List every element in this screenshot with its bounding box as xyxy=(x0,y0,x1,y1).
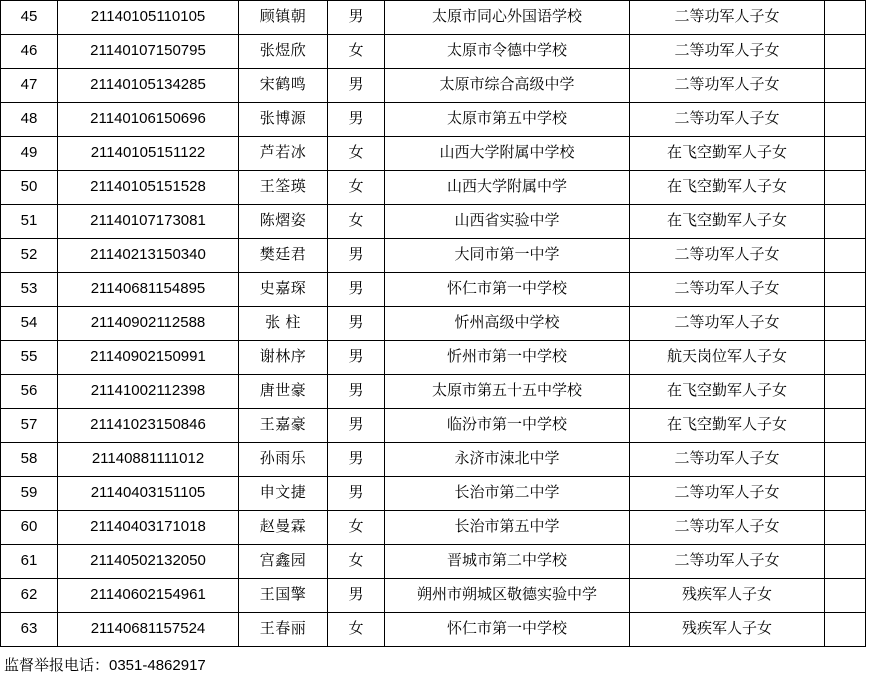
cell-index: 46 xyxy=(1,35,58,69)
cell-name: 张 柱 xyxy=(239,307,328,341)
cell-category: 在飞空勤军人子女 xyxy=(630,137,825,171)
cell-name: 唐世豪 xyxy=(239,375,328,409)
cell-category: 二等功军人子女 xyxy=(630,273,825,307)
cell-index: 62 xyxy=(1,579,58,613)
table-row xyxy=(1,239,866,273)
cell-blank xyxy=(825,273,866,307)
roster-table-body xyxy=(1,1,866,647)
cell-id: 21141023150846 xyxy=(58,409,239,443)
cell-category: 二等功军人子女 xyxy=(630,239,825,273)
table-row xyxy=(1,341,866,375)
table-row xyxy=(1,613,866,647)
cell-category: 在飞空勤军人子女 xyxy=(630,205,825,239)
cell-name: 谢林序 xyxy=(239,341,328,375)
cell-gender: 女 xyxy=(328,511,385,545)
cell-blank xyxy=(825,137,866,171)
cell-blank xyxy=(825,409,866,443)
cell-school: 临汾市第一中学校 xyxy=(385,409,630,443)
cell-index: 55 xyxy=(1,341,58,375)
table-row xyxy=(1,137,866,171)
cell-school: 晋城市第二中学校 xyxy=(385,545,630,579)
cell-gender: 男 xyxy=(328,103,385,137)
cell-gender: 男 xyxy=(328,409,385,443)
table-row xyxy=(1,103,866,137)
cell-gender: 男 xyxy=(328,579,385,613)
cell-id: 21140902112588 xyxy=(58,307,239,341)
cell-index: 57 xyxy=(1,409,58,443)
cell-school: 大同市第一中学 xyxy=(385,239,630,273)
cell-name: 顾镇朝 xyxy=(239,1,328,35)
cell-gender: 男 xyxy=(328,375,385,409)
cell-blank xyxy=(825,307,866,341)
cell-blank xyxy=(825,443,866,477)
table-row xyxy=(1,443,866,477)
cell-name: 申文捷 xyxy=(239,477,328,511)
cell-id: 21140107150795 xyxy=(58,35,239,69)
cell-blank xyxy=(825,579,866,613)
cell-gender: 女 xyxy=(328,171,385,205)
cell-school: 太原市同心外国语学校 xyxy=(385,1,630,35)
cell-id: 21140213150340 xyxy=(58,239,239,273)
table-row xyxy=(1,545,866,579)
cell-index: 61 xyxy=(1,545,58,579)
cell-id: 21140105151122 xyxy=(58,137,239,171)
cell-category: 残疾军人子女 xyxy=(630,613,825,647)
table-row xyxy=(1,511,866,545)
table-row xyxy=(1,477,866,511)
cell-school: 太原市第五中学校 xyxy=(385,103,630,137)
cell-gender: 男 xyxy=(328,1,385,35)
cell-index: 48 xyxy=(1,103,58,137)
cell-school: 永济市涑北中学 xyxy=(385,443,630,477)
supervision-hotline-note: 监督举报电话：0351-4862917 xyxy=(4,657,206,674)
cell-school: 山西大学附属中学 xyxy=(385,171,630,205)
cell-gender: 女 xyxy=(328,545,385,579)
cell-id: 21140106150696 xyxy=(58,103,239,137)
cell-index: 53 xyxy=(1,273,58,307)
cell-id: 21140502132050 xyxy=(58,545,239,579)
cell-id: 21140881111012 xyxy=(58,443,239,477)
cell-blank xyxy=(825,103,866,137)
cell-gender: 男 xyxy=(328,477,385,511)
cell-school: 太原市令德中学校 xyxy=(385,35,630,69)
table-row xyxy=(1,409,866,443)
cell-school: 山西省实验中学 xyxy=(385,205,630,239)
table-row xyxy=(1,35,866,69)
cell-index: 51 xyxy=(1,205,58,239)
cell-id: 21140681154895 xyxy=(58,273,239,307)
table-row xyxy=(1,1,866,35)
cell-id: 21140107173081 xyxy=(58,205,239,239)
cell-id: 21140403171018 xyxy=(58,511,239,545)
cell-name: 王嘉豪 xyxy=(239,409,328,443)
cell-category: 二等功军人子女 xyxy=(630,103,825,137)
cell-school: 山西大学附属中学校 xyxy=(385,137,630,171)
cell-blank xyxy=(825,205,866,239)
cell-name: 王春丽 xyxy=(239,613,328,647)
cell-id: 21140403151105 xyxy=(58,477,239,511)
cell-name: 芦若冰 xyxy=(239,137,328,171)
cell-name: 史嘉琛 xyxy=(239,273,328,307)
cell-blank xyxy=(825,1,866,35)
cell-index: 49 xyxy=(1,137,58,171)
cell-index: 59 xyxy=(1,477,58,511)
cell-category: 在飞空勤军人子女 xyxy=(630,171,825,205)
cell-school: 忻州高级中学校 xyxy=(385,307,630,341)
cell-gender: 女 xyxy=(328,205,385,239)
cell-index: 60 xyxy=(1,511,58,545)
cell-category: 二等功军人子女 xyxy=(630,477,825,511)
cell-name: 赵曼霖 xyxy=(239,511,328,545)
cell-blank xyxy=(825,239,866,273)
cell-index: 52 xyxy=(1,239,58,273)
cell-blank xyxy=(825,69,866,103)
cell-school: 长治市第五中学 xyxy=(385,511,630,545)
cell-id: 21140602154961 xyxy=(58,579,239,613)
cell-blank xyxy=(825,613,866,647)
cell-id: 21140105110105 xyxy=(58,1,239,35)
cell-index: 54 xyxy=(1,307,58,341)
cell-index: 56 xyxy=(1,375,58,409)
cell-name: 王筌瑛 xyxy=(239,171,328,205)
cell-gender: 女 xyxy=(328,613,385,647)
cell-blank xyxy=(825,511,866,545)
cell-name: 樊廷君 xyxy=(239,239,328,273)
cell-name: 陈熠姿 xyxy=(239,205,328,239)
cell-category: 二等功军人子女 xyxy=(630,35,825,69)
cell-school: 太原市综合高级中学 xyxy=(385,69,630,103)
cell-name: 宫鑫园 xyxy=(239,545,328,579)
cell-category: 二等功军人子女 xyxy=(630,443,825,477)
cell-gender: 男 xyxy=(328,443,385,477)
cell-gender: 女 xyxy=(328,35,385,69)
cell-school: 长治市第二中学 xyxy=(385,477,630,511)
cell-name: 孙雨乐 xyxy=(239,443,328,477)
cell-gender: 女 xyxy=(328,137,385,171)
cell-school: 怀仁市第一中学校 xyxy=(385,613,630,647)
cell-blank xyxy=(825,35,866,69)
cell-index: 50 xyxy=(1,171,58,205)
cell-id: 21140105134285 xyxy=(58,69,239,103)
cell-category: 二等功军人子女 xyxy=(630,511,825,545)
cell-school: 怀仁市第一中学校 xyxy=(385,273,630,307)
cell-name: 张煜欣 xyxy=(239,35,328,69)
cell-id: 21140902150991 xyxy=(58,341,239,375)
cell-blank xyxy=(825,341,866,375)
cell-blank xyxy=(825,477,866,511)
cell-gender: 男 xyxy=(328,273,385,307)
cell-index: 58 xyxy=(1,443,58,477)
cell-index: 47 xyxy=(1,69,58,103)
cell-blank xyxy=(825,545,866,579)
table-row xyxy=(1,171,866,205)
cell-name: 宋鹤鸣 xyxy=(239,69,328,103)
table-row xyxy=(1,205,866,239)
cell-category: 二等功军人子女 xyxy=(630,307,825,341)
table-row xyxy=(1,273,866,307)
cell-category: 残疾军人子女 xyxy=(630,579,825,613)
cell-category: 二等功军人子女 xyxy=(630,545,825,579)
table-row xyxy=(1,307,866,341)
table-row xyxy=(1,375,866,409)
cell-name: 王国擎 xyxy=(239,579,328,613)
cell-category: 在飞空勤军人子女 xyxy=(630,375,825,409)
cell-index: 45 xyxy=(1,1,58,35)
cell-gender: 男 xyxy=(328,341,385,375)
cell-name: 张博源 xyxy=(239,103,328,137)
cell-index: 63 xyxy=(1,613,58,647)
cell-school: 朔州市朔城区敬德实验中学 xyxy=(385,579,630,613)
cell-category: 二等功军人子女 xyxy=(630,1,825,35)
cell-category: 航天岗位军人子女 xyxy=(630,341,825,375)
cell-id: 21140105151528 xyxy=(58,171,239,205)
cell-id: 21140681157524 xyxy=(58,613,239,647)
table-row xyxy=(1,579,866,613)
cell-gender: 男 xyxy=(328,307,385,341)
cell-gender: 男 xyxy=(328,239,385,273)
cell-school: 太原市第五十五中学校 xyxy=(385,375,630,409)
cell-school: 忻州市第一中学校 xyxy=(385,341,630,375)
table-row xyxy=(1,69,866,103)
cell-category: 二等功军人子女 xyxy=(630,69,825,103)
cell-id: 21141002112398 xyxy=(58,375,239,409)
cell-gender: 男 xyxy=(328,69,385,103)
cell-category: 在飞空勤军人子女 xyxy=(630,409,825,443)
cell-blank xyxy=(825,375,866,409)
cell-blank xyxy=(825,171,866,205)
